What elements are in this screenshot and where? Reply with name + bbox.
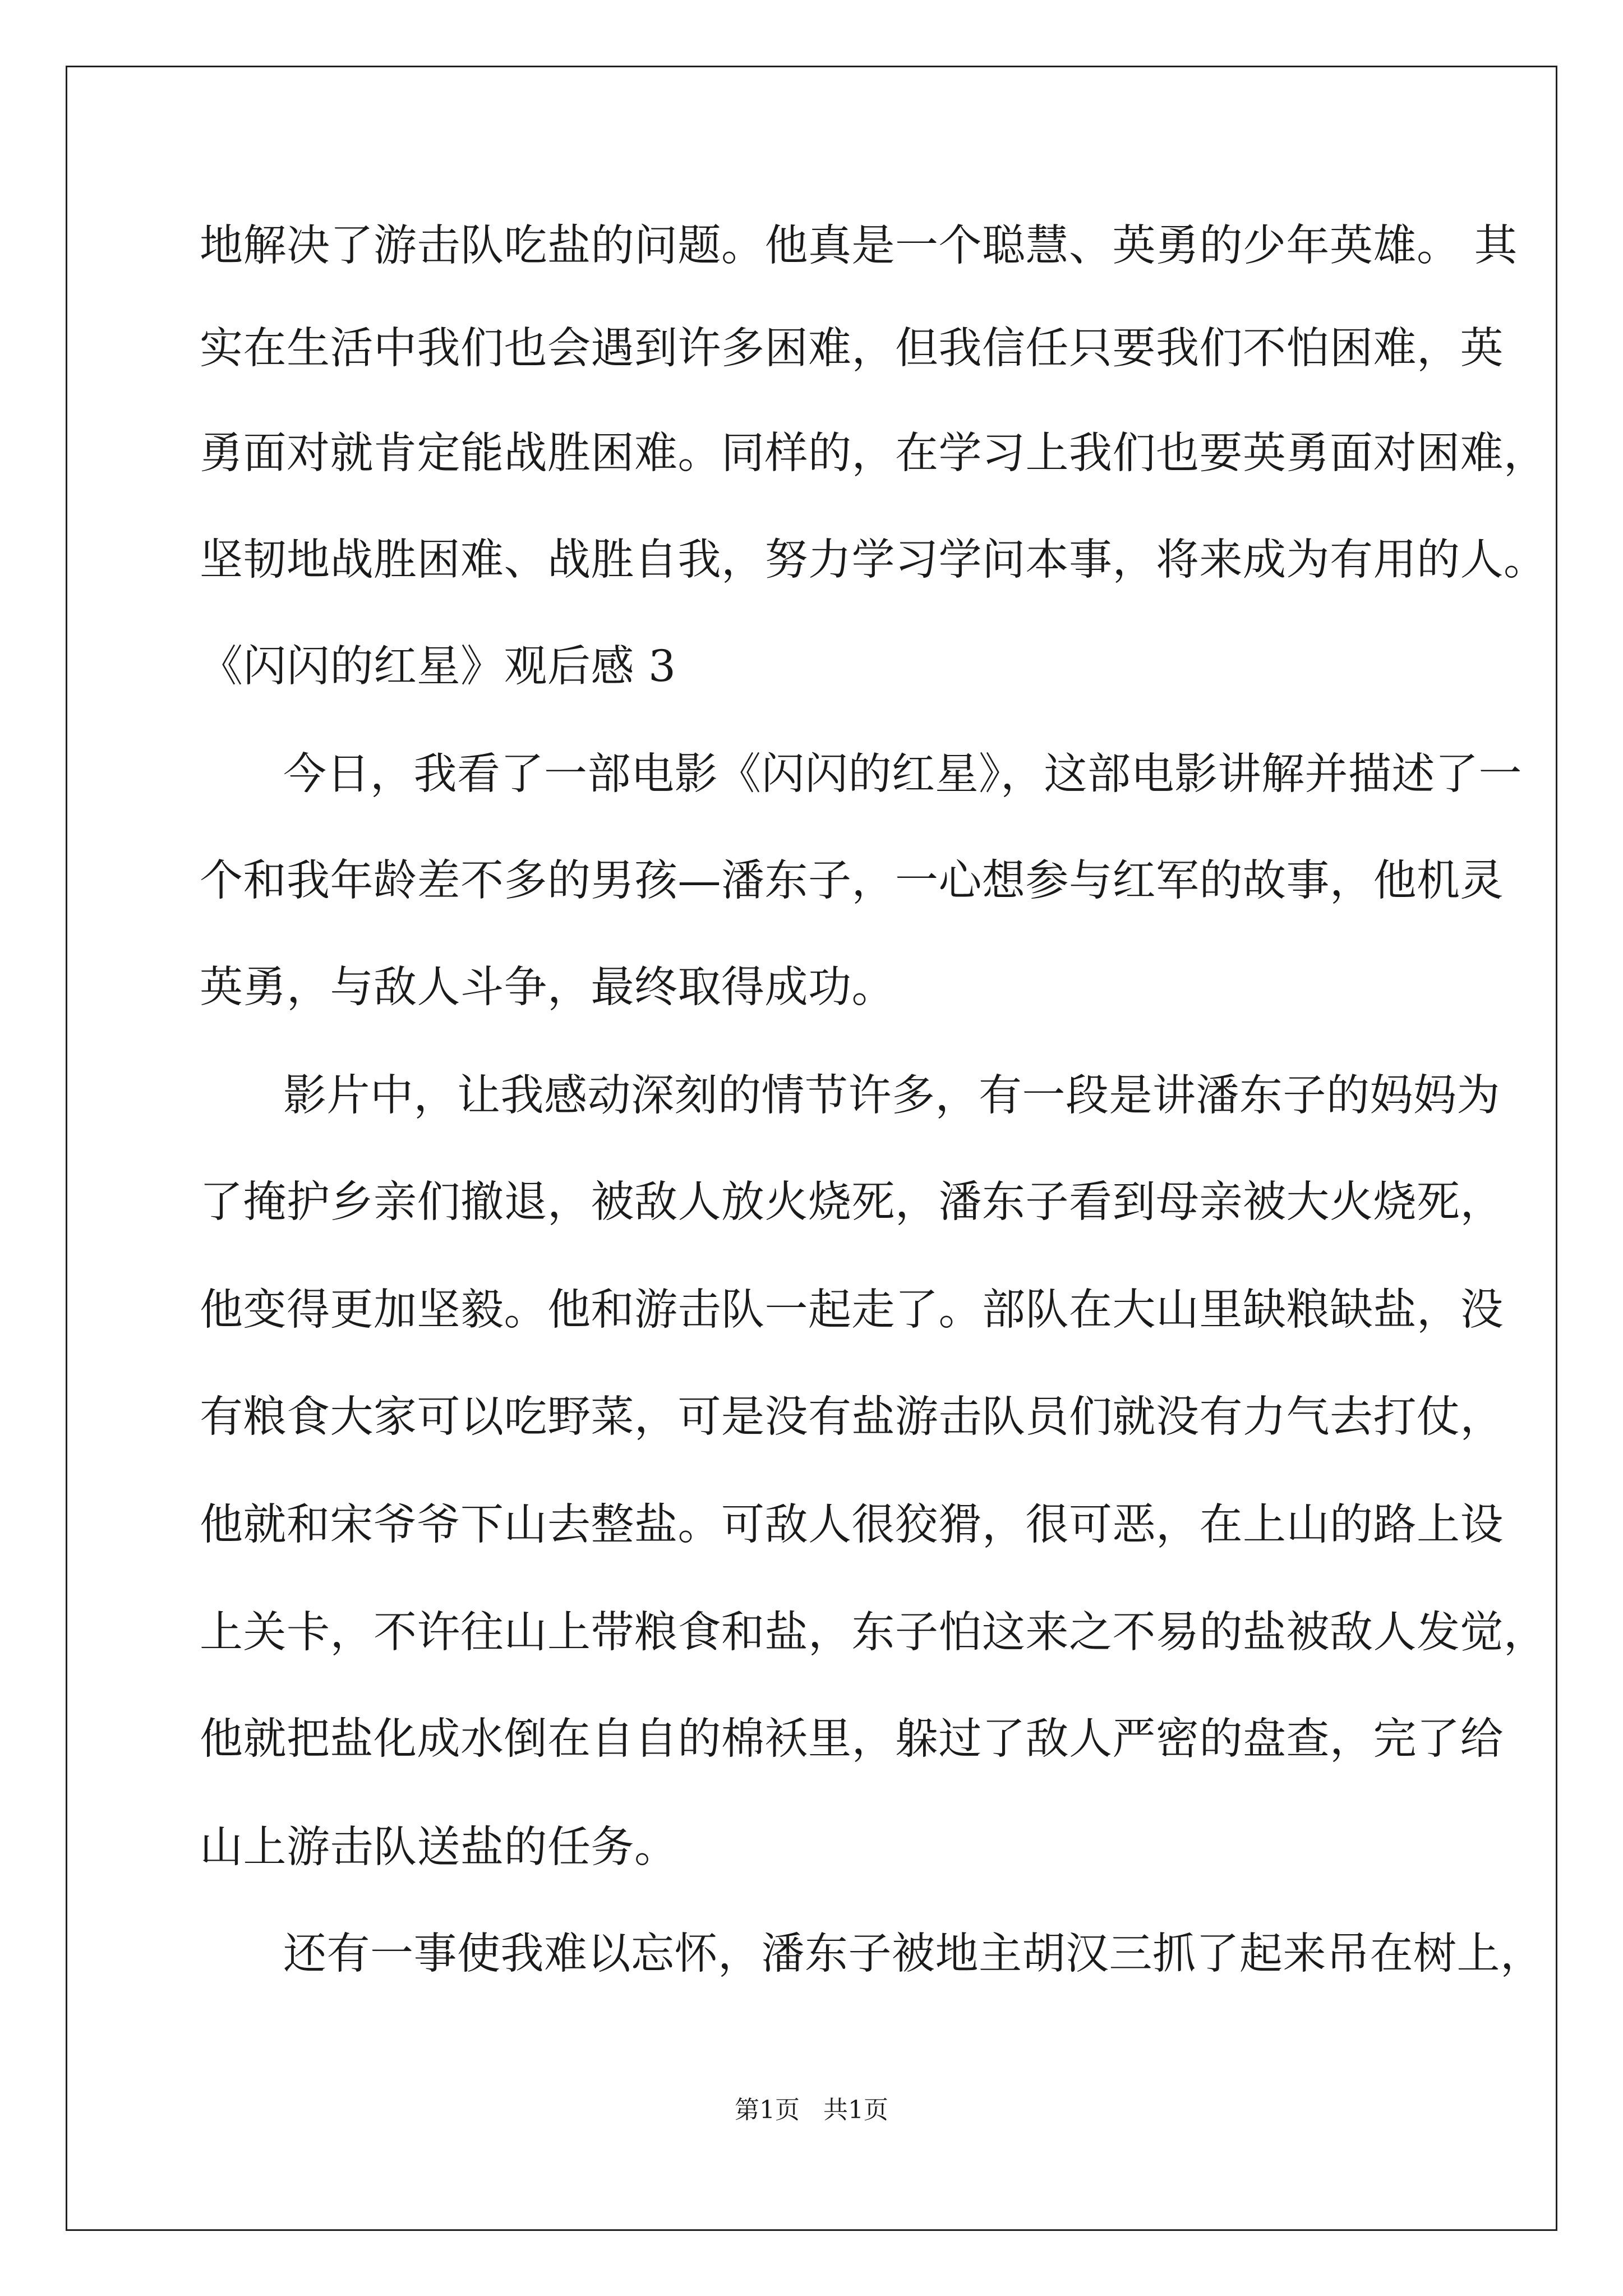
text-line: 勇面对就肯定能战胜困难。同样的，在学习上我们也要英勇面对困难， <box>200 429 1547 478</box>
page-number-footer: 第1页 共1页 <box>735 2096 888 2124</box>
text-line: 坚韧地战胜困难、战胜自我，努力学习学问本事，将来成为有用的人。 <box>200 535 1547 585</box>
paragraph-start: 今日，我看了一部电影《闪闪的红星》，这部电影讲解并描述了一 <box>283 749 1522 799</box>
text-line: 山上游击队送盐的任务。 <box>200 1823 678 1872</box>
text-line: 他就和宋爷爷下山去整盐。可敌人很狡猾，很可恶，在上山的路上设 <box>200 1500 1504 1550</box>
page-border <box>66 66 1557 2231</box>
text-line: 实在生活中我们也会遇到许多困难，但我信任只要我们不怕困难，英 <box>200 324 1504 374</box>
text-line: 他变得更加坚毅。他和游击队一起走了。部队在大山里缺粮缺盐，没 <box>200 1285 1504 1335</box>
text-line: 有粮食大家可以吃野菜，可是没有盐游击队员们就没有力气去打仗， <box>200 1392 1504 1442</box>
text-line: 地解决了游击队吃盐的问题。他真是一个聪慧、英勇的少年英雄。 其 <box>200 221 1518 271</box>
text-line: 英勇，与敌人斗争，最终取得成功。 <box>200 963 895 1013</box>
text-line: 上关卡，不许往山上带粮食和盐，东子怕这来之不易的盐被敌人发觉， <box>200 1608 1547 1658</box>
text-line: 了掩护乡亲们撤退，被敌人放火烧死，潘东子看到母亲被大火烧死， <box>200 1177 1504 1227</box>
paragraph-start: 还有一事使我难以忘怀，潘东子被地主胡汉三抓了起来吊在树上， <box>283 1929 1544 1979</box>
section-heading: 《闪闪的红星》观后感 3 <box>200 642 676 692</box>
text-line: 他就把盐化成水倒在自自的棉袄里，躲过了敌人严密的盘查，完了给 <box>200 1714 1504 1764</box>
text-line: 个和我年龄差不多的男孩—潘东子，一心想参与红军的故事，他机灵 <box>200 856 1504 906</box>
paragraph-start: 影片中，让我感动深刻的情节许多，有一段是讲潘东子的妈妈为 <box>283 1071 1500 1121</box>
